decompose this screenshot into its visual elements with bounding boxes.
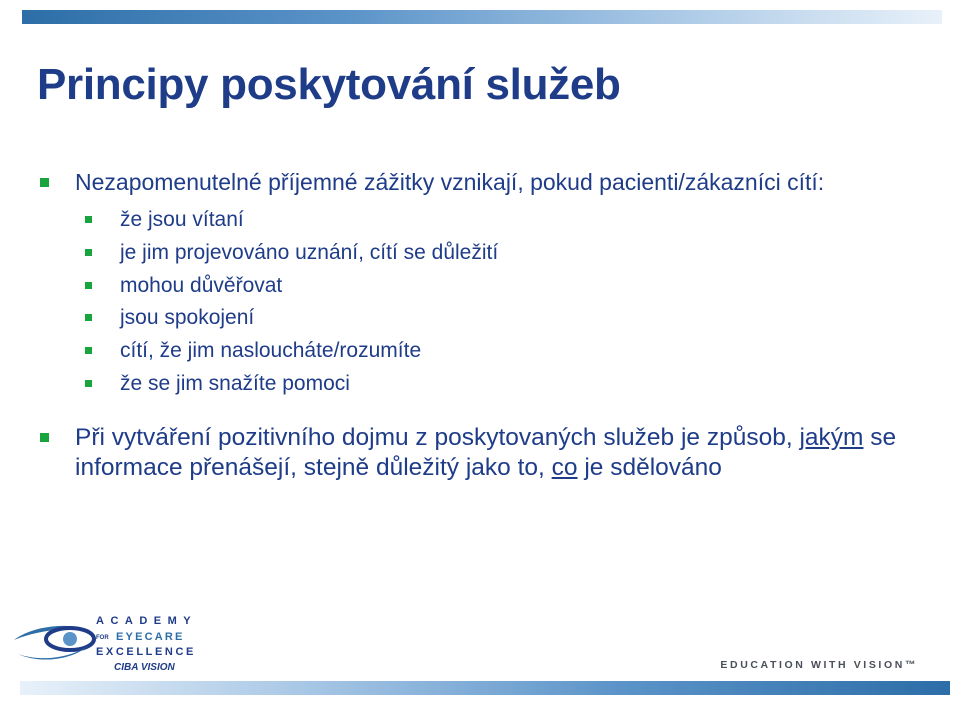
bullet-point-2 — [37, 423, 917, 483]
logo-line-eyecare: EYECARE — [116, 631, 185, 643]
sub-bullet-item: cítí, že jim nasloucháte/rozumíte — [37, 335, 917, 368]
top-decorative-bar — [22, 10, 942, 24]
slide-content — [37, 168, 917, 483]
logo-line-excellence: EXCELLENCE — [96, 646, 196, 658]
sub-bullet-item: je jim projevováno uznání, cítí se důležití — [37, 237, 917, 270]
sub-bullet-item: že jsou vítaní — [37, 204, 917, 237]
underlined-word-co: co — [551, 453, 578, 481]
education-with-vision-tagline: EDUCATION WITH VISION™ — [720, 659, 918, 671]
bullet-point-1-text: Nezapomenutelné příjemné zážitky vznikají, pokud pacienti/zákazníci cítí: — [75, 169, 825, 195]
bottom-decorative-bar — [20, 681, 950, 695]
academy-logo — [10, 610, 210, 682]
ciba-vision-brand: CIBA VISION — [114, 662, 175, 673]
sub-bullet-item: jsou spokojení — [37, 302, 917, 335]
bullet-point-2-text-part3: je sdělováno — [577, 453, 722, 481]
bullet-point-2-text-part2: se informace přenášejí, stejně důležitý jako to, — [75, 423, 897, 481]
slide-title: Principy poskytování služeb — [37, 60, 621, 109]
bullet-point-2-text-part1: Při vytváření pozitivního dojmu z poskytovaných služeb je způsob, — [75, 423, 800, 451]
eye-swoosh-icon — [14, 626, 94, 660]
logo-line-for: FOR — [96, 635, 109, 641]
sub-bullet-list — [37, 204, 917, 401]
logo-line-academy: ACADEMY — [96, 615, 198, 627]
underlined-word-jakym: jakým — [799, 423, 864, 451]
sub-bullet-item: mohou důvěřovat — [37, 270, 917, 303]
sub-bullet-item: že se jim snažíte pomoci — [37, 368, 917, 401]
bullet-point-1 — [37, 168, 917, 197]
